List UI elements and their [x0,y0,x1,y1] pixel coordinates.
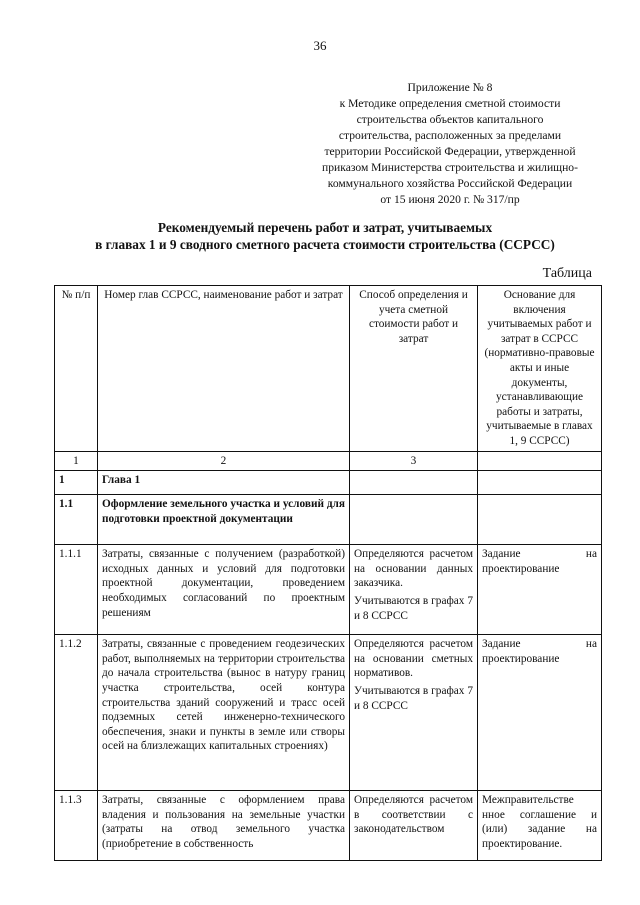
header-method: Способ определения и учета сметной стоимости работ и затрат [350,286,478,452]
table-header-row [55,286,602,452]
table-row [55,635,602,791]
row-method [350,471,478,495]
row-number: 1.1.2 [55,635,98,791]
row-method: Определяются расчетом в соответствии с законодательством [350,791,478,861]
row-number: 1.1.1 [55,545,98,635]
row-name: Затраты, связанные с проведением геодезических работ, выполняемых на территории строительства до начала строительства (вынос в натуру границ участка строительства, осей контура строительства зданий сооружений и трасс осей подземных сетей инженерно-технического обеспечения, знаки и пункты в земле или створы осей на близлежащих капитальных строениях) [98,635,350,791]
row-method [350,635,478,791]
row-method [350,545,478,635]
row-basis: Задание на проектирование [478,635,602,791]
header-name: Номер глав ССРСС, наименование работ и затрат [98,286,350,452]
row-basis [478,471,602,495]
column-number-row [55,451,602,471]
appendix-line: коммунального хозяйства Российской Федерации [327,177,573,190]
method-note: Учитываются в графах 7 и 8 ССРСС [354,594,473,622]
row-name: Затраты, связанные с оформлением права владения и пользования на земельные участки (затраты на отвод земельного участка (приобретение в собственность [98,791,350,861]
title-line-1: Рекомендуемый перечень работ и затрат, учитываемых [157,220,493,235]
row-basis [478,495,602,545]
page-number: 36 [313,38,327,53]
row-name: Оформление земельного участка и условий для подготовки проектной документации [98,495,350,545]
method-note: Учитываются в графах 7 и 8 ССРСС [354,684,473,712]
table-row [55,791,602,861]
row-name: Затраты, связанные с получением (разработкой) исходных данных и условий для подготовки проектной документации, проведением необходимых согласований по проектным решениям [98,545,350,635]
method-text: Определяются расчетом на основании данных заказчика. [354,548,473,590]
row-name: Глава 1 [98,471,350,495]
header-number: № п/п [55,286,98,452]
table-row [55,545,602,635]
method-text: Определяются расчетом на основании сметных нормативов. [354,638,473,680]
row-basis: Задание на проектирование [478,545,602,635]
appendix-line: строительства, расположенных за пределами [338,129,562,142]
table-row [55,495,602,545]
appendix-line: к Методике определения сметной стоимости [339,97,561,110]
appendix-line: строительства объектов капитального [356,113,544,126]
row-number: 1.1.3 [55,791,98,861]
row-method [350,495,478,545]
works-table [54,285,602,861]
table-row [55,471,602,495]
appendix-line: приказом Министерства строительства и жилищно- [322,161,578,174]
appendix-line: Приложение № 8 [407,81,493,94]
header-basis: Основание для включения учитываемых работ и затрат в ССРСС (нормативно-правовые акты и иные документы, устанавливающие работы и затраты, учитываемые в главах 1, 9 ССРСС) [478,286,602,452]
appendix-line: от 15 июня 2020 г. № 317/пр [380,193,520,206]
column-number: 3 [350,451,478,471]
row-number: 1.1 [55,495,98,545]
document-title [50,219,600,253]
column-number: 1 [55,451,98,471]
row-number: 1 [55,471,98,495]
appendix-reference [300,80,600,208]
column-number: 2 [98,451,350,471]
column-number [478,451,602,471]
row-basis: Межправительстве нное соглашение и (или) задание на проектирование. [478,791,602,861]
appendix-line: территории Российской Федерации, утвержденной [324,145,576,158]
table-label: Таблица [542,266,592,281]
title-line-2: в главах 1 и 9 сводного сметного расчета стоимости строительства (ССРСС) [95,237,555,252]
